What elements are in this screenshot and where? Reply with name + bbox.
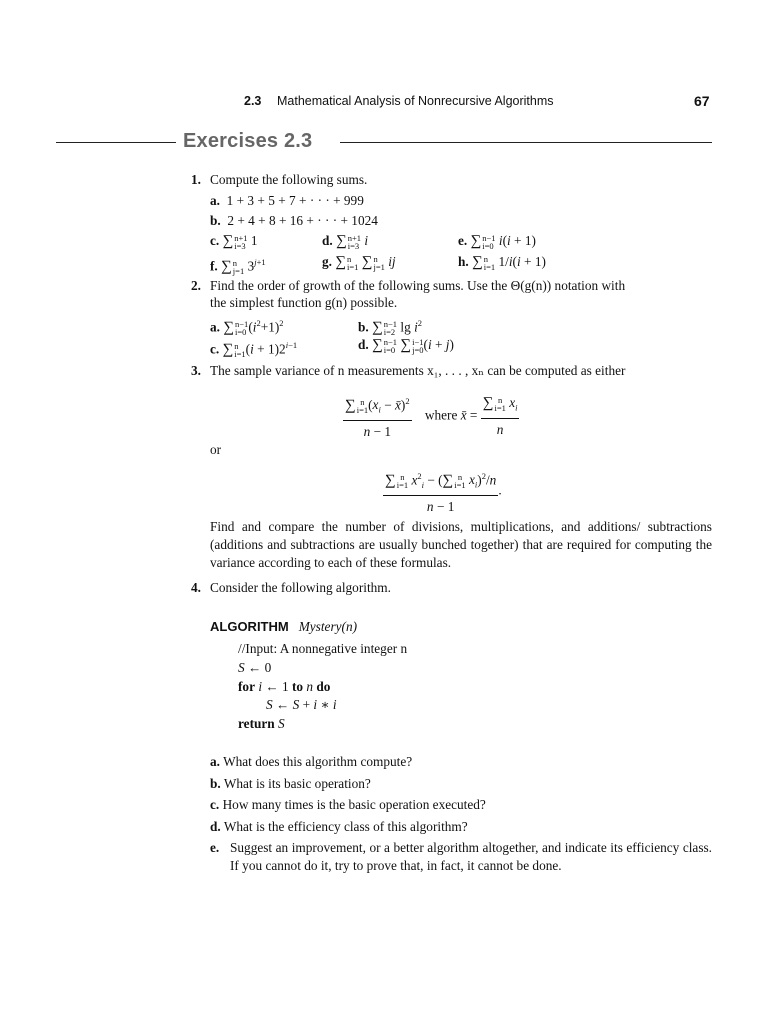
- right-rule: [340, 142, 712, 143]
- algorithm-line-body: S ← S + i ∗ i: [266, 697, 337, 712]
- ex1-b: b. 2 + 4 + 8 + 16 + · · · + 1024: [210, 213, 378, 228]
- ex1-d: d. ∑n+1 i=3 i: [322, 232, 369, 251]
- ex2-number: 2.: [191, 278, 201, 293]
- ex1-number: 1.: [191, 172, 201, 187]
- ex1-f: f. ∑n j=1 $3^{j+1}$: [210, 257, 266, 277]
- ex2-line1: Find the order of growth of the following sums. Use the Θ(g(n)) notation with: [210, 278, 626, 293]
- ex4-question-b: b. What is its basic operation?: [210, 776, 371, 791]
- algorithm-line-for: for i ← 1 to n do: [238, 679, 331, 694]
- ex3-paragraph: Find and compare the number of divisions, multiplications, and additions/ subtractions (additions and subtractions are usually bunched together) that are required for computing the variance according to each of these formulas.: [210, 519, 712, 570]
- ex4-question-e-text: Suggest an improvement, or a better algorithm altogether, and indicate its efficiency class. If you cannot do it, try to prove that, in fact, it cannot be done.: [230, 840, 712, 873]
- or-label: or: [210, 442, 222, 457]
- left-rule: [56, 142, 176, 143]
- ex2-b: b. ∑n−1 i=2 $\lg i^2$: [358, 318, 423, 338]
- algorithm-keyword: ALGORITHM: [210, 619, 289, 634]
- ex1-e: e. ∑n−1 i=0 i(i + 1): [458, 232, 536, 251]
- ex4-text: Consider the following algorithm.: [210, 580, 391, 595]
- ex3-number: 3.: [191, 363, 201, 378]
- page-number: 67: [694, 93, 710, 109]
- ex2-c: c. ∑n $i=1(i + 1)2^{i-1}$: [210, 340, 298, 360]
- running-title: Mathematical Analysis of Nonrecursive Algorithms: [277, 94, 554, 108]
- ex2-line2: the simplest function g(n) possible.: [210, 295, 398, 310]
- ex3-intro: The sample variance of n measurements x₁, . . . , xₙ can be computed as either: [210, 363, 626, 378]
- algorithm-line-init: S ← 0: [238, 660, 272, 675]
- variance-formula-2: ∑ n i=1 $x^2_i$ − (∑ n i=1 $x_i)^2/n$ n − 1 .: [383, 468, 502, 515]
- ex4-number: 4.: [191, 580, 201, 595]
- ex4-question-d: d. What is the efficiency class of this algorithm?: [210, 819, 468, 834]
- ex1-h: h. ∑n i=1 1/i(i + 1): [458, 253, 546, 272]
- where-label: where: [424, 407, 458, 423]
- variance-formula-1: ∑ n $i=1(x_i$ − x̄)$^2$ n − 1 where x̄ = ∑ n i=1 $x_i$ n: [343, 393, 519, 440]
- ex1-g: g. ∑n i=1 ∑n j=1 ij: [322, 253, 396, 272]
- algorithm-line-return: return S: [238, 716, 285, 731]
- ex4-question-a: a. What does this algorithm compute?: [210, 754, 413, 769]
- exercises-title: Exercises 2.3: [183, 130, 313, 152]
- algorithm-name: Mystery(n): [298, 619, 358, 634]
- ex1-c: c. ∑n+1 i=3 1: [210, 232, 258, 251]
- algorithm-header: [210, 619, 357, 635]
- ex1-text: Compute the following sums.: [210, 172, 368, 187]
- algorithm-input-comment: //Input: A nonnegative integer n: [238, 641, 408, 656]
- section-number: 2.3: [244, 94, 262, 108]
- ex4-question-e-label: e.: [210, 840, 220, 855]
- ex2-d: d. ∑n−1 i=0 ∑i−1 j=0(i + j): [358, 336, 454, 355]
- ex1-a: a. 1 + 3 + 5 + 7 + · · · + 999: [210, 193, 364, 208]
- ex2-a: a. ∑n−1 i=0 $(i^2+1)^2$: [210, 318, 284, 338]
- ex4-question-c: c. How many times is the basic operation executed?: [210, 797, 486, 812]
